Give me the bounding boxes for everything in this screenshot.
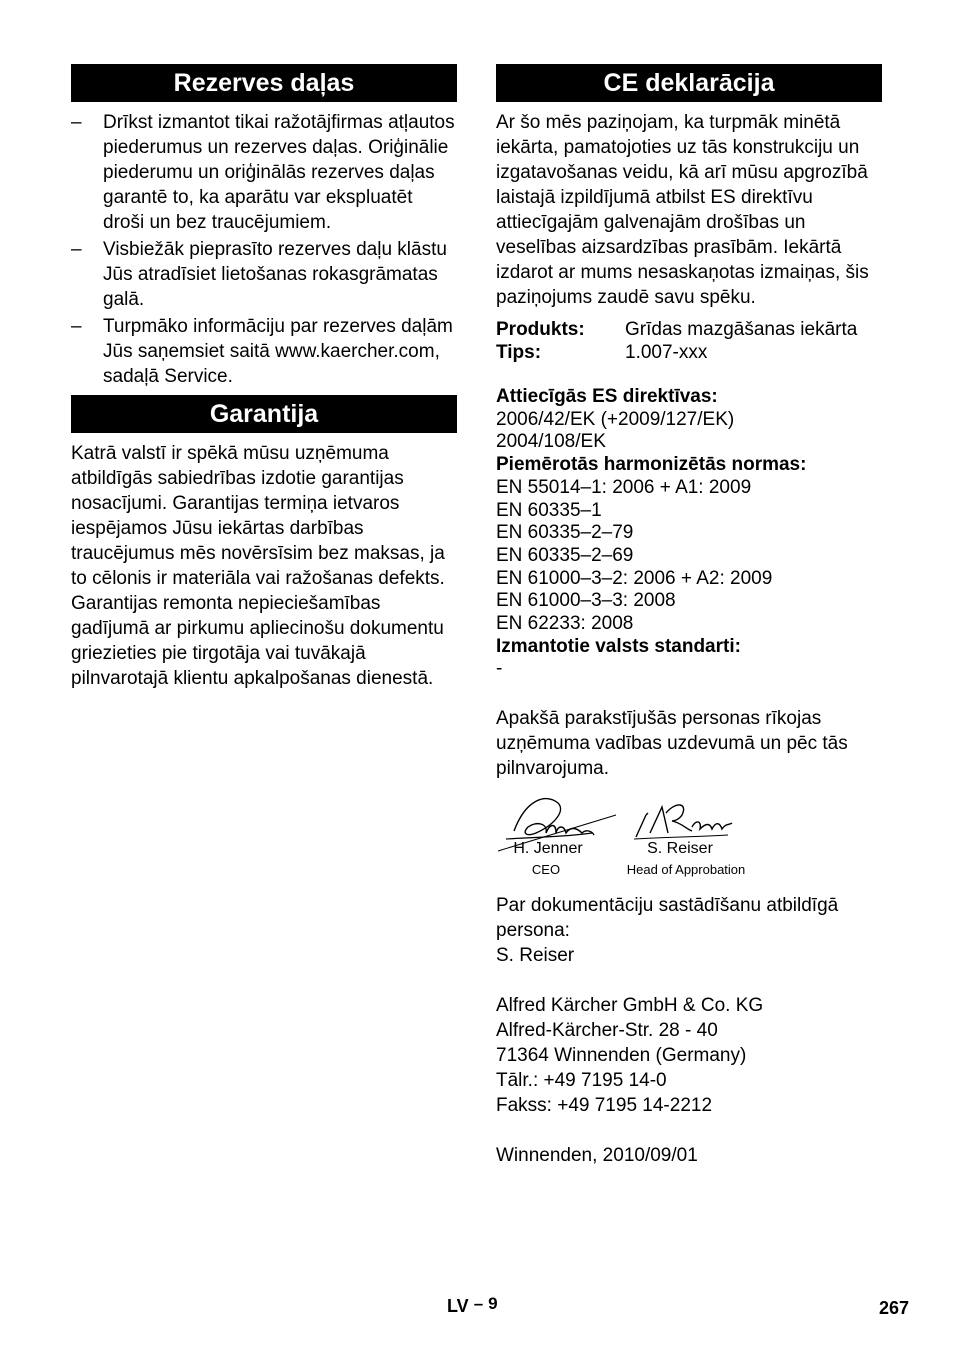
place-date: Winnenden, 2010/09/01 (496, 1145, 698, 1167)
dash-bullet: – (71, 112, 82, 133)
norm-item: EN 60335–2–69 (496, 544, 634, 566)
type-label: Tips: (496, 342, 542, 363)
norms-label: Piemērotās harmonizētās normas: (496, 454, 807, 476)
footer-section-marker (447, 1294, 498, 1319)
footer-dash: – (473, 1294, 484, 1313)
dash-bullet: – (71, 239, 82, 260)
footer-section-page: 9 (488, 1294, 498, 1313)
norm-item: EN 55014–1: 2006 + A1: 2009 (496, 476, 752, 498)
national-standards-value: - (496, 658, 503, 680)
product-label: Produkts: (496, 319, 585, 340)
dash-bullet: – (71, 316, 82, 337)
footer-lang: LV (447, 1296, 469, 1316)
directives-label: Attiecīgās ES direktīvas: (496, 386, 718, 407)
list-item-text: Turpmāko informāciju par rezerves daļām Jūs saņemsiet saitā www.kaercher.com, sadaļā Service. (103, 316, 453, 387)
address-line: Fakss: +49 7195 14-2212 (496, 1095, 713, 1117)
norm-item: EN 61000–3–2: 2006 + A2: 2009 (496, 567, 773, 589)
directive-item: 2006/42/EK (+2009/127/EK) (496, 408, 735, 430)
signers-text: Apakšā parakstījušās personas rīkojas uzņēmuma vadības uzdevumā un pēc tās pilnvarojuma. (496, 708, 848, 780)
list-item (71, 110, 457, 235)
product-info (496, 318, 882, 364)
list-item-text: Visbiežāk pieprasīto rezerves daļu klāstu Jūs atradīsiet lietošanas rokasgrāmatas galā. (103, 239, 447, 310)
norm-item: EN 60335–2–79 (496, 522, 634, 544)
signer-title: Head of Approbation (626, 862, 746, 878)
list-item-text: Drīkst izmantot tikai ražotājfirmas atļautos piederumus un rezerves daļas. Oriģinālie piederumu un oriģinālās rezerves daļas garantē to, ka aparātu var ekspluatēt droši un bez traucējumiem. (103, 112, 455, 233)
ce-intro-text: Ar šo mēs paziņojam, ka turpmāk minētā iekārta, pamatojoties uz tās konstrukciju un izgatavošanas veidu, kā arī mūsu apgrozībā laistajā izpildījumā atbilst ES direktīvu attiecīgajām galvenajām drošības un veselības aizsardzības prasībām. Iekārtā izdarot ar mums nesaskaņotas izmaiņas, šis paziņojums zaudē savu spēku. (496, 112, 869, 308)
national-standards-label: Izmantotie valsts standarti: (496, 635, 741, 657)
ce-declaration-heading: CE deklarācija (496, 64, 882, 102)
address-line: Alfred-Kärcher-Str. 28 - 40 (496, 1020, 718, 1042)
page-number: 267 (879, 1298, 910, 1318)
norm-item: EN 62233: 2008 (496, 613, 634, 635)
doc-responsible-name: S. Reiser (496, 945, 575, 967)
signatures (496, 793, 882, 893)
warranty-text: Katrā valstī ir spēkā mūsu uzņēmuma atbildīgās sabiedrības izdotie garantijas nosacījumi. Garantijas termiņa ietvaros iespējamos Jūsu iekārtas darbības traucējumus mēs novērsīsim bez maksas, ja to cēlonis ir materiāla vai ražošanas defekts. Garantijas remonta nepieciešamības gadījumā ar pirkumu apliecinošu dokumentu griezieties pie tirgotāja vai tuvākajā pilnvarotajā klientu apkalpošanas dienestā. (71, 443, 445, 689)
address-line: Alfred Kärcher GmbH & Co. KG (496, 995, 764, 1017)
list-item (71, 314, 457, 389)
list-item (71, 237, 457, 312)
signer-name: H. Jenner (513, 840, 583, 858)
address-block (496, 993, 882, 1118)
type-value: 1.007-xxx (625, 342, 708, 363)
directives-block (496, 386, 882, 681)
spare-parts-list (71, 110, 457, 389)
product-value: Grīdas mazgāšanas iekārta (625, 319, 858, 340)
spare-parts-heading: Rezerves daļas (71, 64, 457, 102)
left-column (71, 64, 457, 691)
right-column (496, 64, 882, 1168)
norm-item: EN 61000–3–3: 2008 (496, 590, 676, 612)
signer-title: CEO (531, 862, 561, 878)
norm-item: EN 60335–1 (496, 499, 602, 521)
directive-item: 2004/108/EK (496, 431, 606, 453)
address-line: Tālr.: +49 7195 14-0 (496, 1070, 667, 1092)
signer-name: S. Reiser (647, 840, 713, 858)
warranty-heading: Garantija (71, 395, 457, 433)
doc-responsible-text: Par dokumentāciju sastādīšanu atbildīgā persona: (496, 895, 839, 942)
address-line: 71364 Winnenden (Germany) (496, 1045, 747, 1067)
product-row (496, 318, 882, 341)
type-row (496, 341, 882, 364)
